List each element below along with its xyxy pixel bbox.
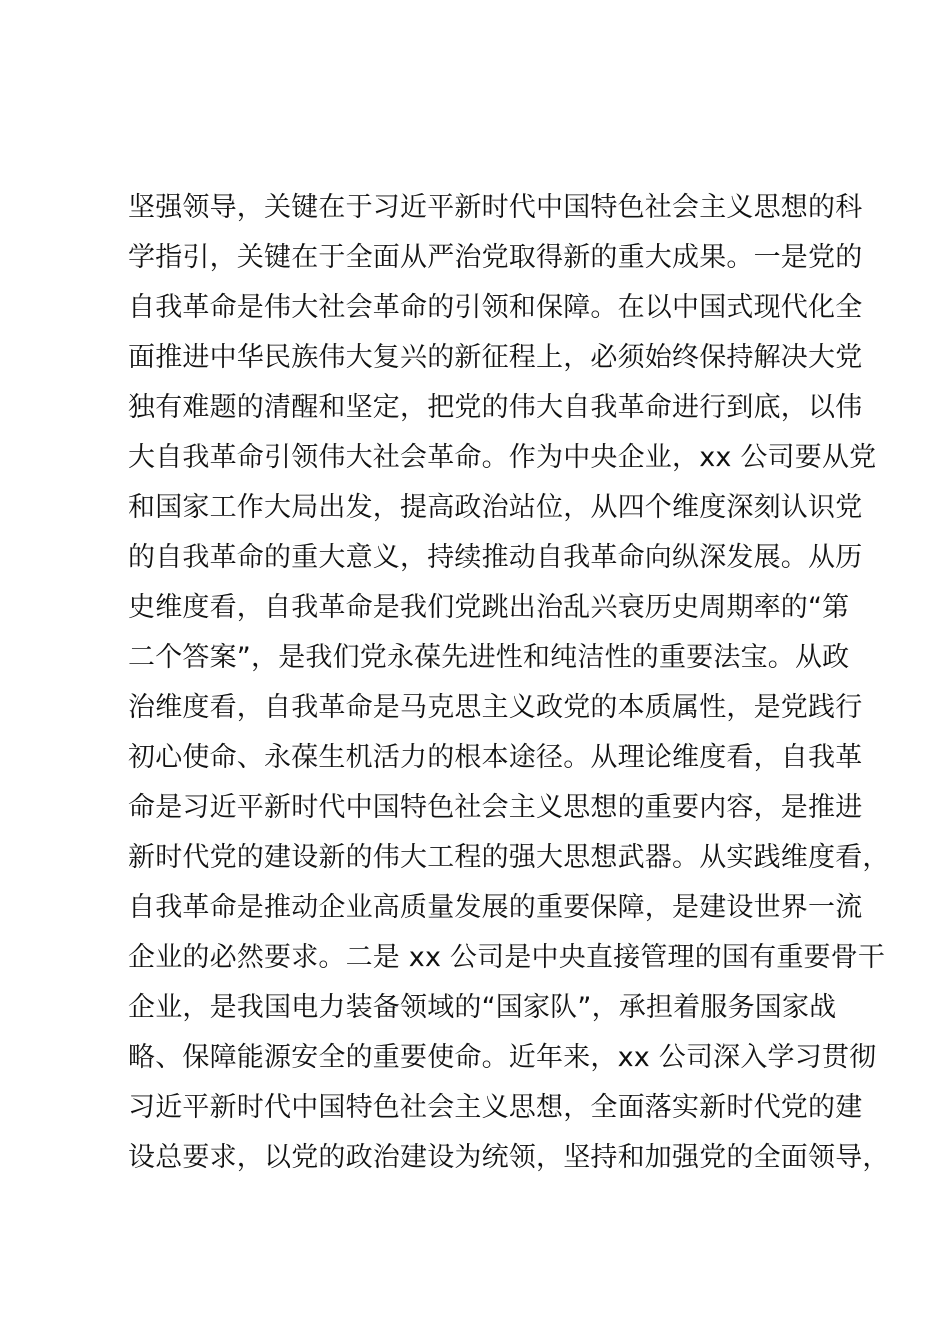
text-line: 略、保障能源安全的重要使命。近年来，xx 公司深入学习贯彻	[128, 1042, 877, 1073]
text-line: 治维度看，自我革命是马克思主义政党的本质属性，是党践行	[128, 692, 863, 723]
text-line: 独有难题的清醒和坚定，把党的伟大自我革命进行到底，以伟	[128, 392, 863, 423]
text-line: 和国家工作大局出发，提高政治站位，从四个维度深刻认识党	[128, 492, 863, 523]
text-line: 史维度看，自我革命是我们党跳出治乱兴衰历史周期率的“第	[128, 592, 850, 623]
text-line: 大自我革命引领伟大社会革命。作为中央企业，xx 公司要从党	[128, 442, 877, 473]
text-line: 企业的必然要求。二是 xx 公司是中央直接管理的国有重要骨干	[128, 942, 886, 973]
text-line: 学指引，关键在于全面从严治党取得新的重大成果。一是党的	[128, 242, 863, 273]
text-line: 命是习近平新时代中国特色社会主义思想的重要内容，是推进	[128, 792, 863, 823]
text-line: 坚强领导，关键在于习近平新时代中国特色社会主义思想的科	[128, 192, 863, 223]
text-line: 二个答案”，是我们党永葆先进性和纯洁性的重要法宝。从政	[128, 642, 850, 673]
body-text	[128, 183, 890, 1183]
text-line: 面推进中华民族伟大复兴的新征程上，必须始终保持解决大党	[128, 342, 863, 373]
text-line: 的自我革命的重大意义，持续推动自我革命向纵深发展。从历	[128, 542, 863, 573]
text-line: 新时代党的建设新的伟大工程的强大思想武器。从实践维度看，	[128, 842, 890, 873]
text-line: 初心使命、永葆生机活力的根本途径。从理论维度看，自我革	[128, 742, 863, 773]
text-line: 习近平新时代中国特色社会主义思想，全面落实新时代党的建	[128, 1092, 863, 1123]
text-line: 设总要求，以党的政治建设为统领，坚持和加强党的全面领导，	[128, 1142, 890, 1173]
text-line: 企业，是我国电力装备领域的“国家队”，承担着服务国家战	[128, 992, 837, 1023]
text-line: 自我革命是伟大社会革命的引领和保障。在以中国式现代化全	[128, 292, 863, 323]
text-line: 自我革命是推动企业高质量发展的重要保障，是建设世界一流	[128, 892, 863, 923]
